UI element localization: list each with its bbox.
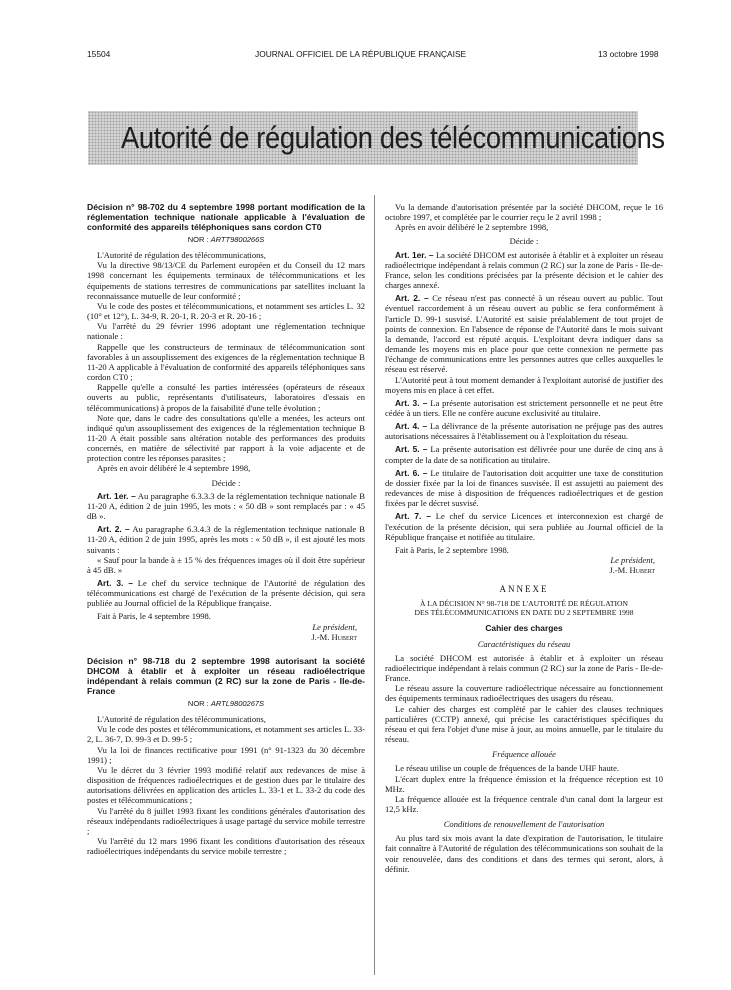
paragraph: Vu l'arrêté du 29 février 1996 adoptant une réglementation technique nationale : bbox=[87, 321, 365, 342]
article bbox=[385, 398, 663, 418]
paragraph: Le cahier des charges est complété par le cahier des clauses techniques particulières (CCTP) annexé, qui précise les caractéristiques spécifiques du réseau et qui fera l'objet d'une mise à jour, au moins annuelle, par le titulaire du réseau. bbox=[385, 703, 663, 745]
journal-title: JOURNAL OFFICIEL DE LA RÉPUBLIQUE FRANÇAISE bbox=[255, 49, 467, 59]
article-label: Art. 7. – bbox=[395, 511, 431, 522]
page-number: 15504 bbox=[87, 49, 111, 59]
article-text: « Sauf pour la bande à ± 15 % des fréquences images où il doit être supérieur à 45 dB. » bbox=[87, 554, 365, 575]
signature-name: J.-M. Hubert bbox=[609, 565, 655, 576]
decide-heading: Décide : bbox=[509, 236, 539, 247]
article-label: Art. 4. – bbox=[395, 421, 428, 432]
paragraph: Vu l'arrêté du 12 mars 1996 fixant les conditions d'autorisation des réseaux radioélectriques indépendants du service mobile terrestre ; bbox=[87, 835, 365, 857]
subheading-renouvellement: Conditions de renouvellement de l'autorisation bbox=[443, 819, 605, 830]
decision-title: Décision n° 98-718 du 2 septembre 1998 autorisant la société DHCOM à établir et à exploiter un réseau radioélectrique indépendant à relais commun (2 RC) sur la zone de Paris - Ile-de-France bbox=[87, 655, 365, 696]
paragraph: Rappelle que les constructeurs de terminaux de télécommunication sont favorables à un assouplissement des exigences de la réglementation technique B 11-20 A applicable à l'évaluation de conformité des appareils téléphoniques sans cordon CT0 ; bbox=[87, 341, 365, 383]
annexe-subtitle-line2: DES TÉLÉCOMMUNICATIONS EN DATE DU 2 SEPTEMBRE 1998 bbox=[414, 608, 634, 618]
paragraph: Vu la directive 98/13/CE du Parlement européen et du Conseil du 12 mars 1998 concernant les équipements terminaux de télécommunications et les équipements de stations terrestres de communications par satellites incluant la reconnaissance mutuelle de leur conformité ; bbox=[87, 260, 365, 301]
left-column bbox=[87, 202, 365, 856]
article-text: Au paragraphe 6.3.4.3 de la réglementation technique nationale B 11-20 A, édition 2 de juin 1995, après les mots : « 50 dB », il est ajouté les mots suivants : bbox=[87, 524, 365, 555]
article bbox=[385, 250, 663, 291]
place-date: Fait à Paris, le 4 septembre 1998. bbox=[97, 611, 211, 622]
article bbox=[87, 578, 365, 608]
signature-role-text: Le président, bbox=[610, 555, 655, 565]
spacer bbox=[87, 642, 365, 656]
subheading-caracteristiques: Caractéristiques du réseau bbox=[477, 638, 571, 649]
paragraph: Après en avoir délibéré le 4 septembre 1998, bbox=[97, 463, 251, 474]
article bbox=[385, 511, 663, 541]
annexe-subtitle-line1: À LA DÉCISION N° 98-718 DE L'AUTORITÉ DE RÉGULATION bbox=[419, 599, 628, 609]
article bbox=[385, 293, 663, 374]
paragraph: Le réseau assure la couverture radioélectrique nécessaire au fonctionnement des équipements terminaux radioélectriques des usagers du réseau. bbox=[385, 683, 663, 704]
paragraph: Vu la loi de finances rectificative pour 1991 (n° 91-1323 du 30 décembre 1991) ; bbox=[87, 744, 365, 765]
article-text: La délivrance de la présente autorisation ne préjuge pas des autres autorisations nécessaires à l'établissement ou à l'exploitation du réseau. bbox=[385, 421, 664, 442]
article-label: Art. 5. – bbox=[395, 444, 428, 455]
article-text: La présente autorisation est strictement personnelle et ne peut être cédée à un tiers. Elle ne confère aucune exclusivité au titulaire. bbox=[385, 397, 663, 418]
article bbox=[87, 555, 365, 575]
decide-heading: Décide : bbox=[211, 477, 241, 488]
column-divider bbox=[374, 195, 375, 975]
decision-title: Décision n° 98-702 du 4 septembre 1998 portant modification de la réglementation technique nationale applicable à l'évaluation de conformité des appareils téléphoniques sans cordon CT0 bbox=[87, 202, 365, 232]
paragraph: Vu le décret du 3 février 1993 modifié relatif aux redevances de mise à disposition de fréquences radioélectriques et de gestion dues par le titulaire des autorisations délivrées en application des articles L. 33-1 et L. 33-2 du code des postes et télécommunications ; bbox=[87, 764, 365, 806]
article-text: Ce réseau n'est pas connecté à un réseau ouvert au public. Tout éventuel raccordement à un réseau ouvert au public se fera conformément à l'article D. 99-1 susvisé. L'Autorité est saisie préalablement de tout projet de points de connexion. En l'absence de réponse de l'Autorité dans le mois suivant la demande, l'accord est réputé acquis. L'exploitant devra indiquer dans sa demande les moyens mis en place pour que cette connexion ne permette pas l'échange de communications entre les personnes autres que celles auxquelles le réseau est réservé. bbox=[385, 293, 663, 375]
article-text: La présente autorisation est délivrée pour une durée de cinq ans à compter de la date de sa notification au titulaire. bbox=[385, 444, 663, 465]
article bbox=[385, 421, 663, 441]
nor-code: ARTT9800266S bbox=[210, 235, 265, 244]
article-label: Art. 3. – bbox=[395, 397, 428, 408]
banner-title: Autorité de régulation des télécommunications bbox=[121, 120, 665, 155]
cahier-heading: Cahier des charges bbox=[485, 623, 563, 634]
article bbox=[385, 468, 663, 509]
paragraph: L'écart duplex entre la fréquence émission et la fréquence réception est 10 MHz. bbox=[385, 773, 663, 794]
article-label: Art. 1er. – bbox=[97, 490, 136, 501]
article-label: Art. 2. – bbox=[97, 524, 130, 535]
signature-role bbox=[87, 622, 365, 632]
paragraph: Au plus tard six mois avant la date d'expiration de l'autorisation, le titulaire fait connaître à l'Autorité de régulation des télécommunications son souhait de la voir renouvelée, dans des conditions et dans des termes qui seront, alors, à définir. bbox=[385, 833, 663, 874]
paragraph: Vu l'arrêté du 8 juillet 1993 fixant les conditions générales d'autorisation des réseaux indépendants radioélectriques à usage partagé du service mobile terrestre ; bbox=[87, 805, 365, 836]
article bbox=[385, 444, 663, 464]
paragraph: La fréquence allouée est la fréquence centrale d'un canal dont la largeur est 12,5 kHz. bbox=[385, 793, 663, 814]
paragraph: La société DHCOM est autorisée à établir et à exploiter un réseau radioélectrique indépendant à relais commun (2 RC) sur la zone de Paris - Ile-de-France. bbox=[385, 652, 663, 684]
paragraph: L'Autorité de régulation des télécommunications, bbox=[97, 714, 266, 725]
nor-label: NOR : bbox=[187, 698, 211, 708]
article-label: Art. 2. – bbox=[395, 293, 429, 304]
paragraph: Vu le code des postes et télécommunications, et notamment ses articles L. 32 (10° et 12°), L. 34-9, R. 20-1, R. 20-3 et R. 20-16 ; bbox=[87, 300, 365, 322]
paragraph: L'Autorité de régulation des télécommunications, bbox=[97, 250, 266, 261]
article-text: L'Autorité peut à tout moment demander à l'exploitant autorisé de justifier des moyens mis en place à cet effet. bbox=[385, 374, 663, 395]
nor-reference bbox=[87, 235, 365, 245]
article-label: Art. 6. – bbox=[395, 467, 428, 478]
paragraph: Vu la demande d'autorisation présentée par la société DHCOM, reçue le 16 octobre 1997, et complétée par le courrier reçu le 2 avril 1998 ; bbox=[385, 202, 663, 223]
article bbox=[87, 524, 365, 554]
annexe-title: ANNEXE bbox=[499, 584, 549, 595]
signature-name: J.-M. Hubert bbox=[311, 631, 357, 642]
section-banner bbox=[88, 111, 665, 165]
signature-role bbox=[385, 555, 663, 565]
paragraph: Le réseau utilise un couple de fréquences de la bande UHF haute. bbox=[395, 763, 620, 774]
subheading-frequence: Fréquence allouée bbox=[492, 749, 556, 760]
nor-code: ARTL9800267S bbox=[210, 698, 265, 708]
page-header bbox=[0, 49, 731, 63]
paragraph: Vu le code des postes et télécommunications, et notamment ses articles L. 33-2, L. 36-7, D. 99-3 et D. 99-5 ; bbox=[87, 724, 365, 745]
issue-date: 13 octobre 1998 bbox=[598, 49, 659, 59]
article-text: Le chef du service technique de l'Autorité de régulation des télécommunications est chargé de l'exécution de la présente décision, qui sera publiée au Journal officiel de la République française. bbox=[87, 578, 365, 609]
nor-label: NOR : bbox=[187, 235, 211, 244]
paragraph: Note que, dans le cadre des consultations qu'elle a menées, les acteurs ont indiqué qu'un assouplissement des exigences de la réglementation technique B 11-20 A était possible sans altération notable des performances des produits concernés, en matière de sélectivité par rapport à la voie adjacente et de protection contre les réponses parasites ; bbox=[87, 412, 365, 464]
right-column bbox=[385, 202, 663, 874]
article bbox=[385, 375, 663, 395]
signature-role-text: Le président, bbox=[312, 621, 357, 632]
paragraph: Après en avoir délibéré le 2 septembre 1998, bbox=[395, 222, 549, 233]
article-label: Art. 1er. – bbox=[395, 249, 434, 260]
article-text: Au paragraphe 6.3.3.3 de la réglementation technique nationale B 11-20 A, édition 2 de juin 1995, les mots : « 50 dB » sont remplacés par : « 45 dB ». bbox=[87, 490, 365, 522]
nor-reference bbox=[87, 699, 365, 709]
article-text: La société DHCOM est autorisée à établir et à exploiter un réseau radioélectrique indépendant à relais commun (2 RC) sur la zone de Paris - Ile-de-France, selon les conditions précisées par la présente décision et le cahier des charges annexé. bbox=[385, 249, 663, 291]
place-date: Fait à Paris, le 2 septembre 1998. bbox=[395, 544, 509, 555]
article-text: Le chef du service Licences et interconnexion est chargé de l'exécution de la présente décision, qui sera publiée au Journal officiel de la République française et notifiée au titulaire. bbox=[385, 511, 663, 542]
paragraph: Rappelle qu'elle a consulté les parties intéressées (opérateurs de réseaux ouverts au public, représentants d'utilisateurs, laboratoires d'essais en télécommunications) à propos de la faisabilité d'une telle évolution ; bbox=[87, 382, 365, 413]
article bbox=[87, 491, 365, 521]
article-label: Art. 3. – bbox=[97, 578, 133, 588]
article-text: Le titulaire de l'autorisation doit acquitter une taxe de constitution de dossier fixée par la loi de finances susvisée. Il est assujetti au paiement des redevances de mise à disposition de fréquences radioélectriques et de gestion fixées par le décret susvisé. bbox=[385, 467, 663, 509]
